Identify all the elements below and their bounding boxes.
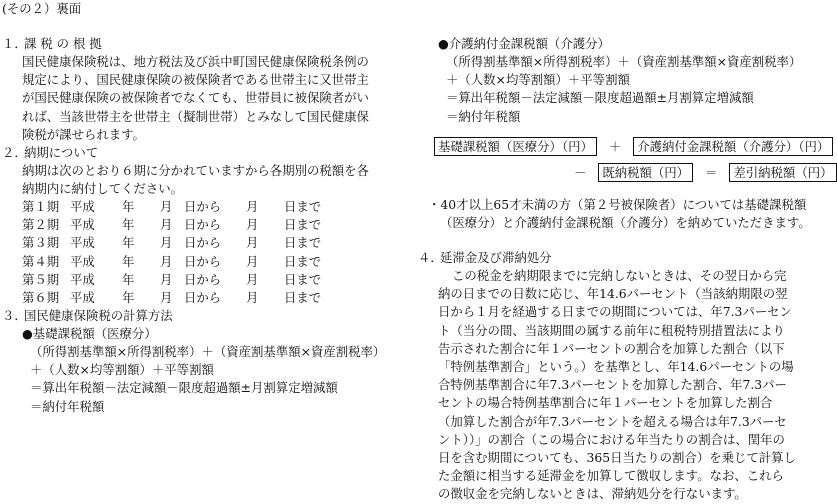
section-4-heading bbox=[418, 249, 552, 267]
section-4-line: この税金を納期限までに完納しないときは、その翌日から完 bbox=[452, 268, 787, 283]
period-month: 月 bbox=[160, 199, 173, 214]
section-2-body bbox=[22, 162, 369, 198]
period-day-from: 日から bbox=[184, 217, 222, 233]
section-4-body bbox=[438, 267, 796, 504]
section-4-line: 日から１月を経過する日までの期間については、年7.3パーセン bbox=[438, 304, 792, 320]
minus-sign: － bbox=[574, 165, 587, 180]
kaigo-formula-line: ＝納付年税額 bbox=[446, 108, 521, 124]
section-4-line: 納の日までの日数に応じ、年14.6パーセント（当該納期限の翌 bbox=[438, 286, 788, 302]
section-1-line: れば、当該世帯主を世帯主（擬制世帯）とみなして国民健康保 bbox=[22, 108, 369, 124]
section-4-line: 合特例基準割合に年7.3パーセントを加算した割合、年7.3パー bbox=[438, 377, 787, 393]
kaigo-subtitle: ●介護納付金課税額（介護分） bbox=[438, 36, 610, 51]
period-label: 第３期 bbox=[22, 235, 60, 251]
kaigo-formula bbox=[446, 53, 801, 126]
period-era: 平成 bbox=[70, 290, 95, 306]
section-4-line: の徴収金を完納しないときは、滞納処分を行ないます。 bbox=[438, 486, 747, 502]
period-era: 平成 bbox=[70, 253, 95, 269]
age-note-line: ・40才以上65才未満の方（第２号被保険者）については基礎課税額 bbox=[428, 197, 807, 212]
period-era: 平成 bbox=[70, 217, 95, 233]
period-year: 年 bbox=[122, 290, 135, 306]
page-header: (その２）裏面 bbox=[2, 1, 82, 16]
period-month: 月 bbox=[160, 271, 173, 287]
age-note bbox=[428, 196, 811, 232]
section-1-title: 課 税 の 根 拠 bbox=[24, 36, 102, 51]
period-month-to: 月 bbox=[246, 253, 259, 269]
plus-sign: ＋ bbox=[608, 139, 622, 154]
kaigo-formula-line: ＋（人数×均等割額）＋平等割額 bbox=[446, 72, 630, 88]
section-2-number: ２． bbox=[2, 145, 27, 160]
period-era: 平成 bbox=[70, 235, 95, 251]
period-row bbox=[22, 198, 321, 216]
period-era: 平成 bbox=[70, 199, 95, 214]
section-2-title: 納期について bbox=[24, 145, 99, 160]
section-4-number: ４． bbox=[418, 250, 443, 265]
period-row bbox=[22, 234, 321, 252]
balance-amount-box: 差引納税額（円） bbox=[729, 163, 836, 182]
period-day-to: 日まで bbox=[284, 253, 322, 269]
kaigo-formula-line: ＝算出年税額－法定減額－限度超過額±月割算定増減額 bbox=[446, 90, 754, 106]
period-year: 年 bbox=[122, 271, 135, 287]
period-month-to: 月 bbox=[246, 235, 259, 251]
period-label: 第２期 bbox=[22, 217, 60, 233]
period-year: 年 bbox=[122, 253, 135, 269]
section-4-line: た金額に相当する延滞金を加算して徴収します。なお、これら bbox=[438, 468, 784, 484]
period-label: 第１期 bbox=[22, 199, 60, 214]
kaigo-amount-box: 介護納付金課税額（介護分）（円） bbox=[633, 137, 833, 156]
period-day-from: 日から bbox=[184, 253, 222, 269]
period-label: 第５期 bbox=[22, 271, 60, 287]
section-1-number: １． bbox=[2, 36, 27, 51]
section-2-line: 納期は次のとおり６期に分かれていますから各期別の税額を各 bbox=[22, 163, 369, 178]
kiso-amount-box: 基礎課税額（医療分）（円） bbox=[434, 137, 597, 156]
formula-row-2 bbox=[574, 163, 837, 182]
kiso-formula-line: ＝納付年税額 bbox=[30, 398, 105, 414]
period-month-to: 月 bbox=[246, 290, 259, 306]
section-3-title: 国民健康保険税の計算方法 bbox=[24, 308, 173, 323]
section-4-line: セントの場合特例基準割合に年１パーセントを加算した割合 bbox=[438, 395, 773, 411]
section-4-line: ト（当分の間、当該期間の属する前年に租税特別措置法により bbox=[438, 322, 785, 338]
period-year: 年 bbox=[122, 235, 135, 251]
period-month-to: 月 bbox=[246, 217, 259, 233]
section-1-line: 国民健康保険税は、地方税法及び浜中町国民健康保険税条例の bbox=[22, 54, 369, 69]
section-4-line: 告示された割合に年１パーセントの割合を加算した割合（以下 bbox=[438, 340, 785, 356]
section-2-line: 納期内に納付してください。 bbox=[22, 181, 184, 197]
period-day-from: 日から bbox=[184, 199, 222, 214]
section-4-line: 「特例基準割合」という。）を基準とし、年14.6パーセントの場 bbox=[438, 359, 794, 375]
section-1-body bbox=[22, 53, 369, 144]
period-day-to: 日まで bbox=[284, 199, 322, 214]
period-label: 第４期 bbox=[22, 253, 60, 269]
section-1-line: 規定により、国民健康保険の被保険者である世帯主に又世帯主 bbox=[22, 72, 369, 88]
period-label: 第６期 bbox=[22, 290, 60, 306]
section-1-heading bbox=[2, 35, 102, 53]
section-1-line: 険税が課せられます。 bbox=[22, 126, 145, 142]
period-month: 月 bbox=[160, 217, 173, 233]
kiso-formula-line: ＋（人数×均等割額）＋平等割額 bbox=[30, 362, 214, 378]
period-month-to: 月 bbox=[246, 271, 259, 287]
section-4-line: 日を含む期間についても、365日当たりの割合）を乗じて計算し bbox=[438, 450, 796, 466]
section-4-title: 延滞金及び滞納処分 bbox=[440, 250, 552, 265]
paid-amount-box: 既納税額（円） bbox=[598, 163, 693, 182]
kiso-formula-line: ＝算出年税額－法定減額－限度超過額±月割算定増減額 bbox=[30, 380, 338, 396]
kiso-formula-line: （所得割基準額×所得割税率）＋（資産割基準額×資産割税率） bbox=[30, 344, 386, 359]
period-month: 月 bbox=[160, 290, 173, 306]
period-day-to: 日まで bbox=[284, 290, 322, 306]
period-era: 平成 bbox=[70, 271, 95, 287]
kaigo-formula-line: （所得割基準額×所得割税率）＋（資産割基準額×資産割税率） bbox=[446, 54, 802, 69]
period-month: 月 bbox=[160, 235, 173, 251]
period-day-to: 日まで bbox=[284, 235, 322, 251]
section-2-heading bbox=[2, 144, 98, 162]
period-year: 年 bbox=[122, 199, 135, 214]
period-day-from: 日から bbox=[184, 290, 222, 306]
section-4-line: ント））」の割合（この場合における年当たりの割合は、閏年の bbox=[438, 431, 785, 447]
period-row bbox=[22, 289, 321, 307]
period-row bbox=[22, 216, 321, 234]
formula-row-1 bbox=[434, 137, 833, 156]
period-row bbox=[22, 271, 321, 289]
section-4-line: （加算した割合が年7.3パーセントを超える場合は年7.3パーセ bbox=[438, 413, 787, 429]
period-day-from: 日から bbox=[184, 235, 222, 251]
section-1-line: が国民健康保険の被保険者でなくても、世帯員に被保険者がい bbox=[22, 90, 369, 106]
section-3-number: ３． bbox=[2, 308, 27, 323]
period-day-to: 日まで bbox=[284, 217, 322, 233]
equals-sign: ＝ bbox=[705, 165, 718, 180]
period-day-from: 日から bbox=[184, 271, 222, 287]
section-3-heading bbox=[2, 307, 173, 325]
age-note-line: （医療分）と介護納付金課税額（介護分）を納めていただきます。 bbox=[440, 215, 811, 231]
period-table bbox=[22, 198, 321, 307]
period-day-to: 日まで bbox=[284, 271, 322, 287]
period-month: 月 bbox=[160, 253, 173, 269]
period-month-to: 月 bbox=[246, 199, 259, 214]
period-year: 年 bbox=[122, 217, 135, 233]
kiso-formula bbox=[30, 343, 385, 416]
kiso-subtitle: ●基礎課税額（医療分） bbox=[22, 326, 157, 341]
period-row bbox=[22, 253, 321, 271]
